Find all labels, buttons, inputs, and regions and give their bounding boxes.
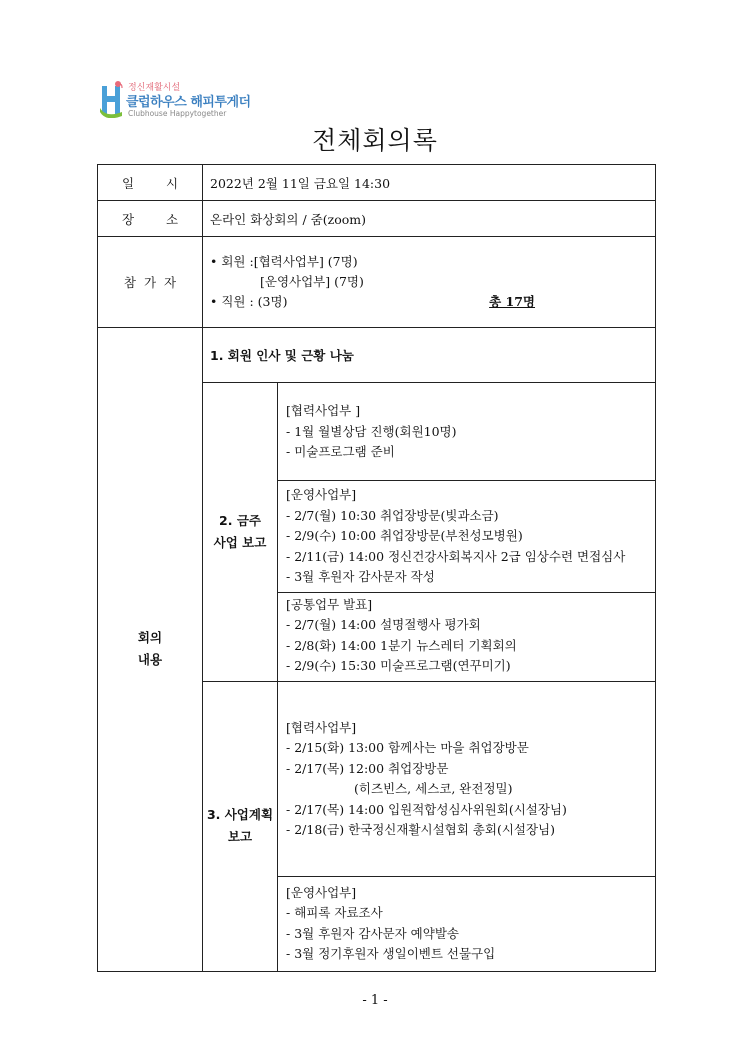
section3-block1-line: - 2/17(목) 12:00 취업장방문 bbox=[286, 760, 449, 776]
logo-subtitle: 정신재활시설 bbox=[128, 83, 181, 93]
logo-english: Clubhouse Happytogether bbox=[128, 109, 227, 118]
attendees-members: 회원 :[협력사업부] (7명) bbox=[221, 254, 358, 269]
section2-block2-line: - 2/11(금) 14:00 정신건강사회복지사 2급 임상수련 면접심사 bbox=[286, 548, 626, 564]
section2-block2-line: [운영사업부] bbox=[286, 487, 357, 502]
section2-label-line2: 사업 보고 bbox=[213, 534, 267, 550]
logo bbox=[98, 78, 258, 120]
date-value: 2022년 2월 11일 금요일 14:30 bbox=[203, 165, 656, 201]
content-label bbox=[98, 328, 203, 972]
attendees-operations: [운영사업부] (7명) bbox=[260, 274, 364, 289]
section3-block2 bbox=[278, 876, 656, 971]
content-label-line1: 회의 bbox=[137, 630, 163, 646]
section2-label bbox=[203, 383, 278, 682]
attendees-row bbox=[98, 237, 656, 328]
section2-block3 bbox=[278, 592, 656, 681]
logo-name: 클럽하우스 해피투게더 bbox=[126, 95, 251, 110]
attendees-label: 참가자 bbox=[98, 237, 203, 328]
section2-block1 bbox=[278, 383, 656, 481]
section2-block1-line: [협력사업부 ] bbox=[286, 403, 361, 418]
clubhouse-logo-icon bbox=[98, 80, 124, 118]
date-label: 일 시 bbox=[98, 165, 203, 201]
section2-block3-line: - 2/8(화) 14:00 1분기 뉴스레터 기획회의 bbox=[286, 637, 517, 653]
section2-label-line1: 2. 금주 bbox=[219, 512, 261, 528]
date-row bbox=[98, 165, 656, 201]
section3-block1-line: (히즈빈스, 세스코, 완전정밀) bbox=[354, 781, 513, 796]
section2-block2-line: - 3월 후원자 감사문자 작성 bbox=[286, 569, 435, 584]
section3-label-line1: 3. 사업계획 bbox=[206, 807, 274, 822]
section2-block3-line: [공통업무 발표] bbox=[286, 596, 373, 612]
section3-block2-line: - 해피록 자료조사 bbox=[286, 905, 383, 920]
minutes-table bbox=[97, 164, 656, 972]
bullet-icon: • bbox=[210, 294, 222, 309]
section3-block2-line: - 3월 후원자 감사문자 예약발송 bbox=[286, 925, 459, 941]
place-label: 장 소 bbox=[98, 201, 203, 237]
section3-block1-line: [협력사업부] bbox=[286, 719, 357, 735]
document-title: 전체회의록 bbox=[312, 126, 438, 155]
section2-block2-line: - 2/7(월) 10:30 취업장방문(빛과소금) bbox=[286, 507, 499, 523]
bullet-icon: • bbox=[210, 254, 222, 269]
place-value: 온라인 화상회의 / 줌(zoom) bbox=[203, 201, 656, 237]
section3-block1-line: - 2/18(금) 한국정신재활시설협회 총회(시설장님) bbox=[286, 822, 555, 837]
section2-block3-line: - 2/9(수) 15:30 미술프로그램(연꾸미기) bbox=[286, 658, 511, 673]
content-label-line2: 내용 bbox=[137, 652, 163, 668]
section3-label bbox=[203, 681, 278, 971]
page-number: - 1 - bbox=[362, 993, 388, 1008]
section3-block1 bbox=[278, 681, 656, 876]
section3-block1-line: - 2/15(화) 13:00 함께사는 마을 취업장방문 bbox=[286, 740, 529, 755]
section2-block2 bbox=[278, 481, 656, 593]
section3-label-line2: 보고 bbox=[227, 829, 253, 844]
attendees-staff: 직원 : (3명) bbox=[221, 294, 288, 309]
section2-block1-line: - 미술프로그램 준비 bbox=[286, 444, 395, 459]
section1-row bbox=[98, 328, 656, 383]
attendees-value bbox=[203, 237, 656, 328]
place-row bbox=[98, 201, 656, 237]
section2-block2-line: - 2/9(수) 10:00 취업장방문(부천성모병원) bbox=[286, 528, 523, 543]
section3-block2-line: - 3월 정기후원자 생일이벤트 선물구입 bbox=[286, 946, 496, 961]
section3-block1-line: - 2/17(목) 14:00 입원적합성심사위원회(시설장님) bbox=[286, 801, 567, 817]
section1-heading: 1. 회원 인사 및 근황 나눔 bbox=[203, 328, 656, 383]
attendees-total: 총 17명 bbox=[489, 294, 536, 309]
section2-block1-line: - 1월 월별상담 진행(회원10명) bbox=[286, 423, 457, 439]
section3-block2-line: [운영사업부] bbox=[286, 884, 357, 900]
section2-block3-line: - 2/7(월) 14:00 설명절행사 평가회 bbox=[286, 617, 481, 632]
